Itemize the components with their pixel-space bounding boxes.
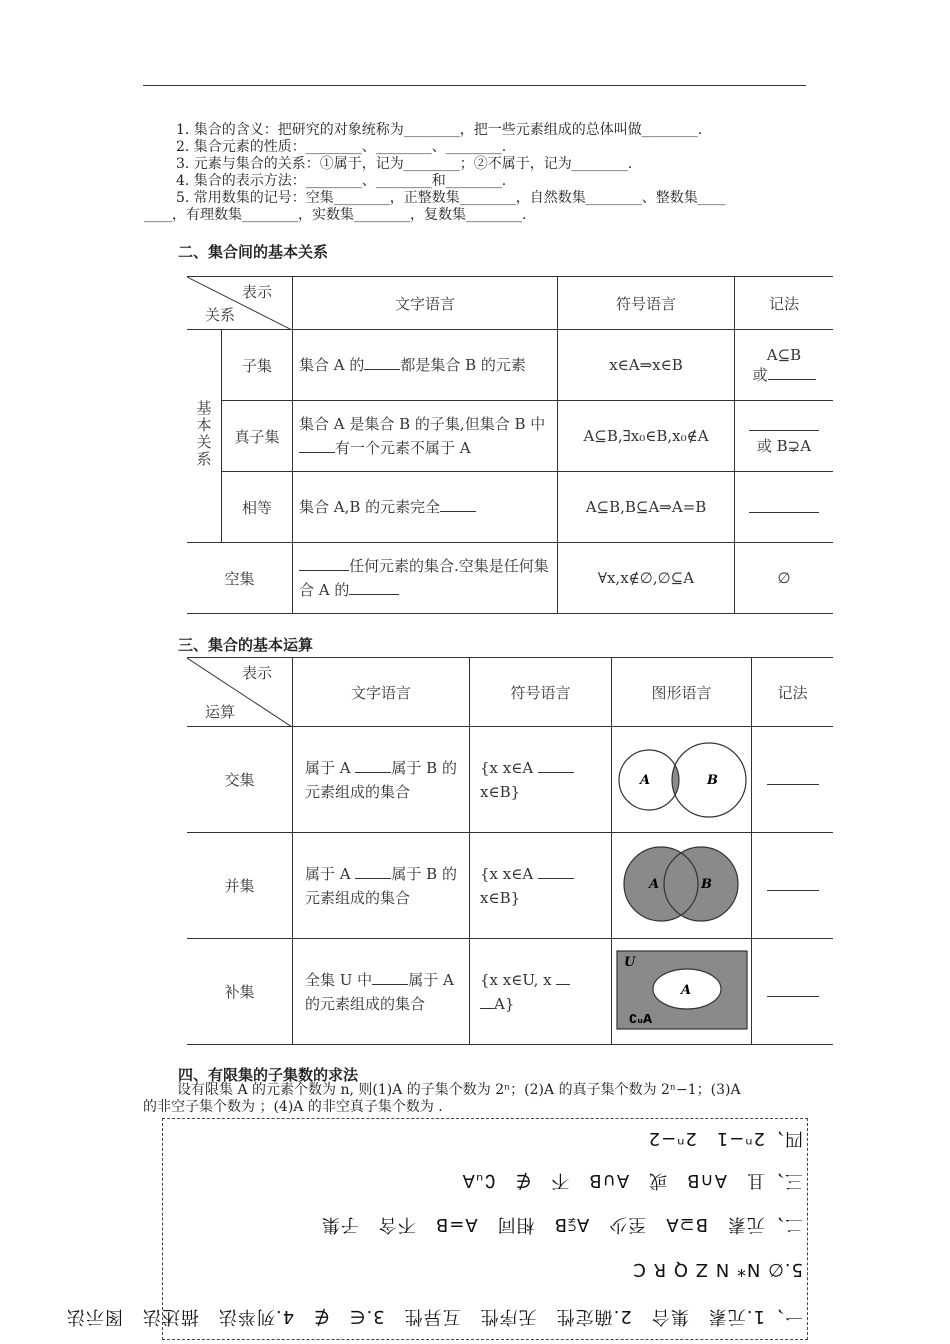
group-label-cell <box>187 330 222 543</box>
corner-label-top: 表示 <box>241 283 272 301</box>
subset-symbol: x∈A⇒x∈B <box>558 330 735 401</box>
row-name-equal: 相等 <box>222 472 293 543</box>
svg-text:∁ᵤA: ∁ᵤA <box>628 1011 652 1026</box>
col-header-text: 文字语言 <box>293 658 470 727</box>
blank <box>768 365 816 380</box>
blank <box>364 355 400 370</box>
empty-set-text: 任何元素的集合.空集是任何集合 A 的 <box>293 543 558 614</box>
corner-label-bottom: 运算 <box>205 703 236 721</box>
row-name-intersection: 交集 <box>187 727 293 833</box>
intro-line-5: 5. 常用数集的记号：空集________，正整数集________，自然数集________、整数集____ <box>176 190 726 206</box>
group-label: 基本关系 <box>194 400 213 468</box>
svg-text:A: A <box>639 772 650 788</box>
subset-text: 集合 A 的 都是集合 B 的元素 <box>293 330 558 401</box>
complement-venn-diagram <box>615 949 749 1031</box>
intersection-symbol: {x x∈A x∈B} <box>470 727 612 833</box>
col-header-notation: 记法 <box>735 277 834 330</box>
empty-set-symbol: ∀x,x∉∅,∅⊆A <box>558 543 735 614</box>
operations-corner-header <box>187 658 293 727</box>
col-header-symbol: 符号语言 <box>470 658 612 727</box>
union-venn-cell <box>612 833 752 939</box>
col-header-symbol: 符号语言 <box>558 277 735 330</box>
equal-notation <box>735 472 834 543</box>
operations-table <box>187 657 833 1045</box>
svg-text:A: A <box>648 876 659 892</box>
answer-key-box <box>65 1118 808 1340</box>
subset-count-paragraph: 设有限集 A 的元素个数为 n, 则(1)A 的子集个数为 2ⁿ；(2)A 的真子集个数为 2ⁿ−1；(3)A 的非空子集个数为 ；(4)A 的非空真子集个数为 . <box>143 1082 741 1115</box>
header-rule <box>143 85 806 86</box>
union-notation <box>752 833 834 939</box>
equal-text: 集合 A,B 的元素完全 <box>293 472 558 543</box>
blank <box>767 982 819 997</box>
svg-text:B: B <box>706 772 718 788</box>
empty-set-notation: ∅ <box>735 543 834 614</box>
blank <box>299 438 335 453</box>
proper-subset-symbol: A⊆B,∃x₀∈B,x₀∉A <box>558 401 735 472</box>
intro-line-1: 1. 集合的含义：把研究的对象统称为________，把一些元素组成的总体叫做________. <box>176 122 703 138</box>
blank <box>355 758 391 773</box>
row-name-proper-subset: 真子集 <box>222 401 293 472</box>
relations-corner-header <box>187 277 293 330</box>
complement-venn-cell <box>612 939 752 1045</box>
complement-notation <box>752 939 834 1045</box>
subset-notation: A⊆B 或 <box>735 330 834 401</box>
intro-line-6: ____，有理数集________，实数集________，复数集________. <box>144 207 527 223</box>
proper-subset-text: 集合 A 是集合 B 的子集,但集合 B 中有一个元素不属于 A <box>293 401 558 472</box>
union-text: 属于 A 属于 B 的元素组成的集合 <box>293 833 470 939</box>
blank <box>749 416 819 431</box>
blank <box>556 970 570 985</box>
blank <box>299 556 349 571</box>
answer-line-2: 5.∅ N* N Z Q R C <box>632 1259 803 1280</box>
diagonal-line <box>187 277 292 330</box>
blank <box>767 770 819 785</box>
complement-text: 全集 U 中 属于 A 的元素组成的集合 <box>293 939 470 1045</box>
intro-line-2: 2. 集合元素的性质：________、________、________. <box>176 139 507 155</box>
diagonal-line <box>187 658 292 727</box>
row-name-subset: 子集 <box>222 330 293 401</box>
intro-line-4: 4. 集合的表示方法：________、________和________. <box>176 173 507 189</box>
svg-text:B: B <box>700 876 712 892</box>
complement-symbol: {x x∈U, x A} <box>470 939 612 1045</box>
section-3-heading: 三、集合的基本运算 <box>178 636 314 654</box>
row-name-union: 并集 <box>187 833 293 939</box>
union-venn-diagram <box>615 836 749 932</box>
svg-text:U: U <box>623 954 635 970</box>
intersection-venn-cell <box>612 727 752 833</box>
intersection-notation <box>752 727 834 833</box>
section-4-heading: 四、有限集的子集数的求法 <box>178 1066 359 1084</box>
blank <box>767 876 819 891</box>
union-symbol: {x x∈A x∈B} <box>470 833 612 939</box>
blank <box>749 498 819 513</box>
answer-line-1: 一、1.元素 集合 2.确定性 无序性 互异性 3.∈ ∉ 4.列举法 描述法 图示法 <box>65 1306 803 1327</box>
answer-line-3: 二、元素 B⊇A 至少 A⫋B 相同 A=B 不含 子集 <box>320 1214 803 1235</box>
proper-subset-notation: 或 B⊋A <box>735 401 834 472</box>
intersection-venn-diagram <box>615 730 749 826</box>
relations-table <box>187 276 833 614</box>
intersection-text: 属于 A 属于 B 的元素组成的集合 <box>293 727 470 833</box>
answer-line-5: 四、2ⁿ−1 2ⁿ−2 <box>647 1128 803 1149</box>
blank <box>372 970 408 985</box>
answer-line-4: 三、且 A∩B 或 A∪B 不 ∉ ∁ᵤA <box>461 1170 803 1191</box>
corner-label-top: 表示 <box>241 664 272 682</box>
blank <box>440 497 476 512</box>
intro-line-3: 3. 元素与集合的关系：①属于，记为________；②不属于，记为________. <box>176 156 633 172</box>
row-name-empty-set: 空集 <box>187 543 293 614</box>
col-header-notation: 记法 <box>752 658 834 727</box>
row-name-complement: 补集 <box>187 939 293 1045</box>
blank <box>538 758 574 773</box>
blank <box>355 864 391 879</box>
svg-text:A: A <box>680 982 691 998</box>
equal-symbol: A⊆B,B⊆A⇒A=B <box>558 472 735 543</box>
blank <box>538 864 574 879</box>
section-2-heading: 二、集合间的基本关系 <box>178 243 329 261</box>
blank <box>349 580 399 595</box>
corner-label-bottom: 关系 <box>205 306 236 324</box>
blank <box>480 994 494 1009</box>
col-header-text: 文字语言 <box>293 277 558 330</box>
concept-list <box>144 122 816 224</box>
col-header-graphic: 图形语言 <box>612 658 752 727</box>
